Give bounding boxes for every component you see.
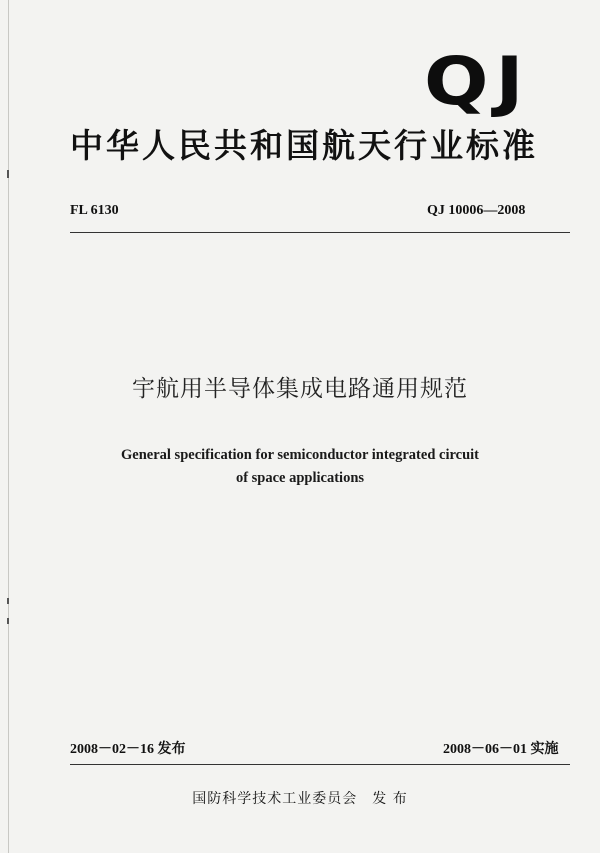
bottom-divider [70,764,570,765]
scan-mark [7,598,9,604]
scan-mark [7,618,9,624]
issuing-authority: 国防科学技术工业委员会 发 布 [192,791,408,807]
title-en-line-1: General specification for semiconductor integrated circuit [121,447,479,463]
document-title-english [0,444,600,490]
top-divider [70,232,570,233]
standard-number: QJ 10006—2008 [427,203,526,218]
classification-code: FL 6130 [70,203,119,218]
scan-left-edge [8,0,9,853]
scan-mark [7,170,9,178]
document-title-chinese: 宇航用半导体集成电路通用规范 [132,376,468,402]
title-en-line-2: of space applications [235,470,365,486]
standard-category-title: 中华人民共和国航天行业标准 [70,126,538,165]
qj-logo: QJ [424,43,531,120]
issue-date: 2008－02－16 发布 [70,742,186,757]
implementation-date: 2008－06－01 实施 [443,742,559,757]
